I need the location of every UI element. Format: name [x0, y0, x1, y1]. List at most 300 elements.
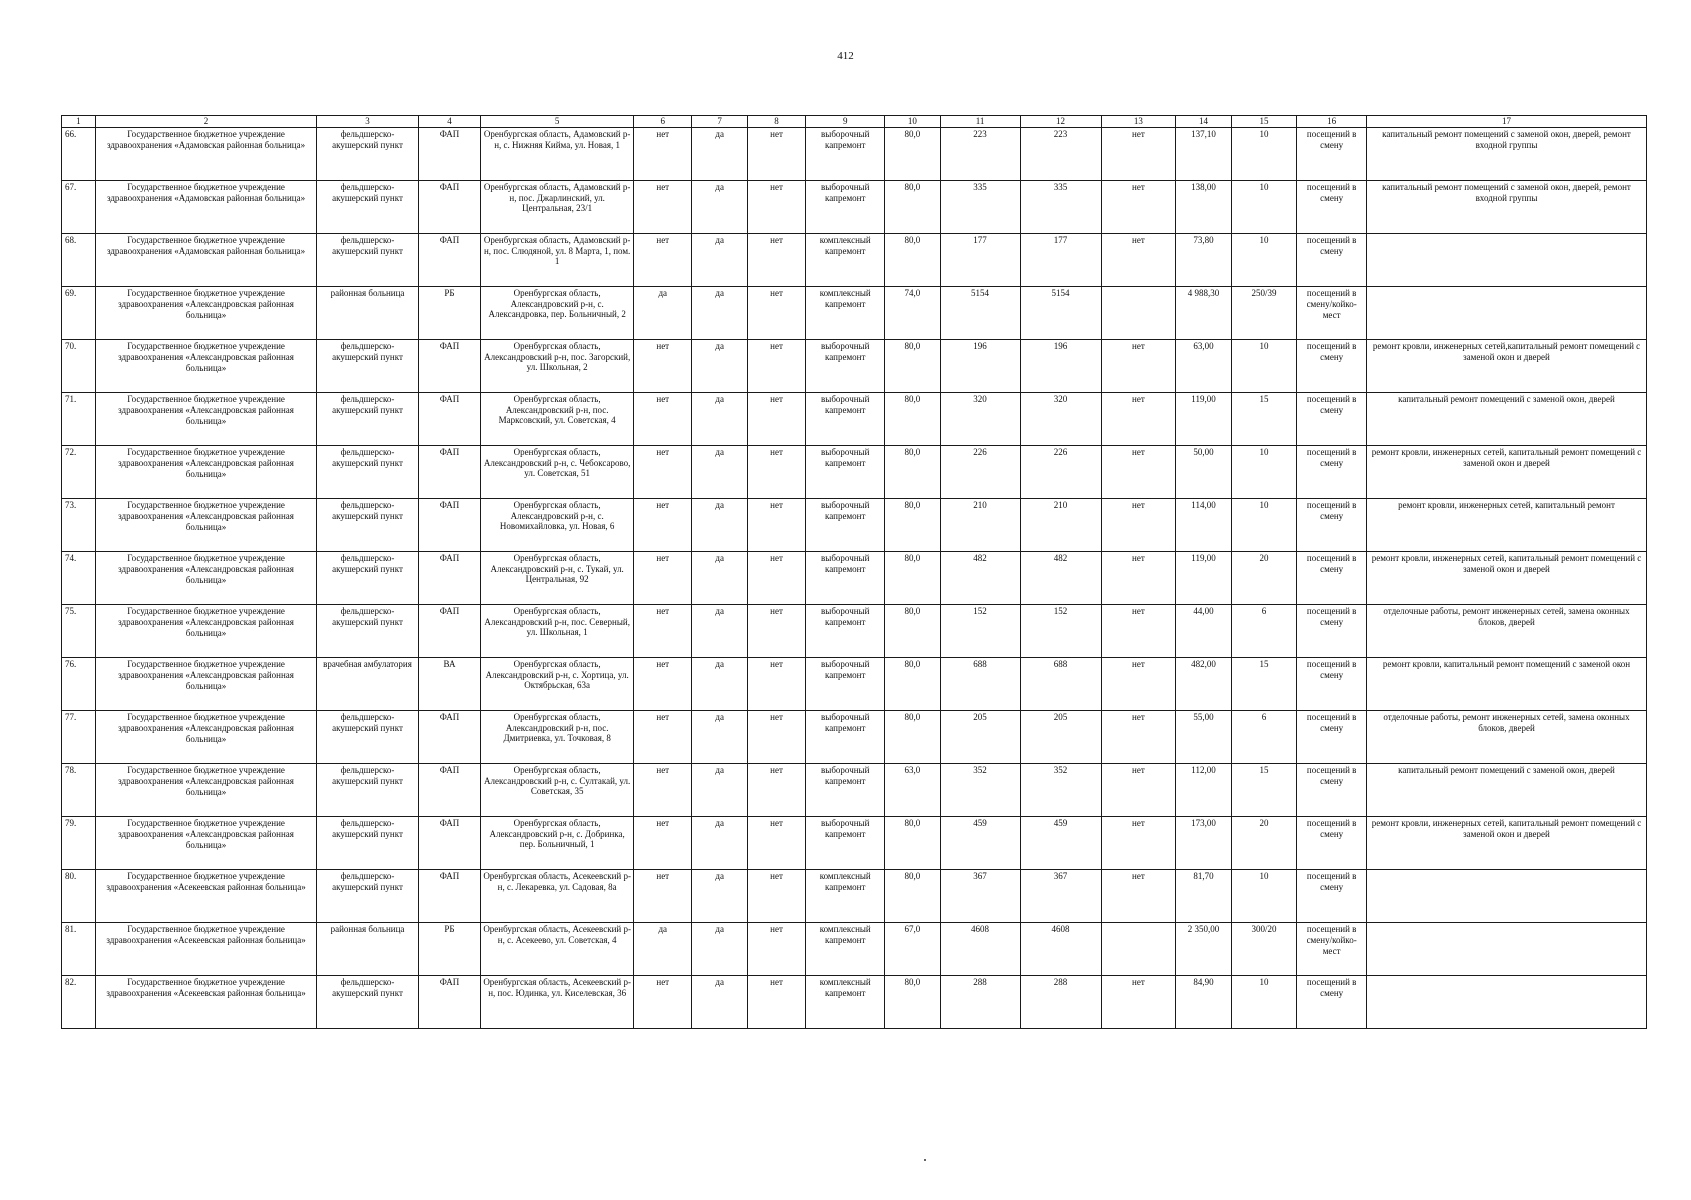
- works-description: [1367, 234, 1647, 287]
- capacity-value: 300/20: [1231, 923, 1297, 976]
- col13-flag: нет: [1101, 340, 1176, 393]
- col13-flag: [1101, 287, 1176, 340]
- row-number: 66.: [62, 128, 96, 181]
- capacity-unit: посещений в смену/койко-мест: [1297, 287, 1367, 340]
- facility-type: фельдшерско-акушерский пункт: [317, 817, 418, 870]
- capacity-unit: посещений в смену: [1297, 976, 1367, 1029]
- address: Оренбургская область, Асекеевский р-н, с. Асекеево, ул. Советская, 4: [481, 923, 634, 976]
- area-value: 688: [940, 658, 1020, 711]
- area-value-2: 367: [1020, 870, 1101, 923]
- scan-speck: [924, 1159, 926, 1161]
- table-row: [62, 923, 1647, 976]
- col6-flag: нет: [634, 870, 692, 923]
- capacity-unit: посещений в смену: [1297, 658, 1367, 711]
- col6-flag: нет: [634, 817, 692, 870]
- institution-name: Государственное бюджетное учреждение здравоохранения «Александровская районная больница»: [95, 446, 316, 499]
- col13-flag: нет: [1101, 658, 1176, 711]
- area-value-2: 210: [1020, 499, 1101, 552]
- facility-abbr: ФАП: [418, 446, 481, 499]
- col7-flag: да: [692, 870, 747, 923]
- facility-type: фельдшерско-акушерский пункт: [317, 446, 418, 499]
- table-row: [62, 605, 1647, 658]
- repair-type: выборочный капремонт: [806, 552, 885, 605]
- column-header-6: 6: [634, 116, 692, 128]
- row-number: 77.: [62, 711, 96, 764]
- table-row: [62, 552, 1647, 605]
- area-value: 482: [940, 552, 1020, 605]
- col13-flag: [1101, 923, 1176, 976]
- facility-abbr: ФАП: [418, 817, 481, 870]
- repair-type: комплексный капремонт: [806, 976, 885, 1029]
- capacity-unit: посещений в смену: [1297, 870, 1367, 923]
- column-header-16: 16: [1297, 116, 1367, 128]
- header-row: [62, 116, 1647, 128]
- row-number: 70.: [62, 340, 96, 393]
- wear-percent: 80,0: [885, 181, 940, 234]
- cost-value: 44,00: [1176, 605, 1231, 658]
- col6-flag: нет: [634, 658, 692, 711]
- works-description: ремонт кровли, инженерных сетей, капитальный ремонт: [1367, 499, 1647, 552]
- area-value-2: 352: [1020, 764, 1101, 817]
- area-value: 205: [940, 711, 1020, 764]
- institution-name: Государственное бюджетное учреждение здравоохранения «Асекеевская районная больница»: [95, 923, 316, 976]
- column-header-13: 13: [1101, 116, 1176, 128]
- wear-percent: 74,0: [885, 287, 940, 340]
- capacity-value: 10: [1231, 181, 1297, 234]
- works-description: капитальный ремонт помещений с заменой окон, дверей, ремонт входной группы: [1367, 128, 1647, 181]
- table-row: [62, 976, 1647, 1029]
- cost-value: 81,70: [1176, 870, 1231, 923]
- table-row: [62, 128, 1647, 181]
- works-description: ремонт кровли, инженерных сетей, капитальный ремонт помещений с заменой окон и дверей: [1367, 817, 1647, 870]
- repair-type: выборочный капремонт: [806, 605, 885, 658]
- wear-percent: 80,0: [885, 552, 940, 605]
- table-row: [62, 658, 1647, 711]
- column-header-8: 8: [747, 116, 805, 128]
- works-description: ремонт кровли, инженерных сетей,капитальный ремонт помещений с заменой окон и дверей: [1367, 340, 1647, 393]
- table-row: [62, 499, 1647, 552]
- cost-value: 137,10: [1176, 128, 1231, 181]
- institution-name: Государственное бюджетное учреждение здравоохранения «Александровская районная больница»: [95, 658, 316, 711]
- col6-flag: нет: [634, 181, 692, 234]
- col13-flag: нет: [1101, 234, 1176, 287]
- capacity-value: 20: [1231, 817, 1297, 870]
- col8-flag: нет: [747, 870, 805, 923]
- facilities-table-wrapper: [61, 115, 1647, 1029]
- col6-flag: нет: [634, 128, 692, 181]
- facility-abbr: ФАП: [418, 340, 481, 393]
- column-header-9: 9: [806, 116, 885, 128]
- col8-flag: нет: [747, 711, 805, 764]
- col6-flag: нет: [634, 605, 692, 658]
- capacity-unit: посещений в смену: [1297, 499, 1367, 552]
- col13-flag: нет: [1101, 499, 1176, 552]
- col6-flag: нет: [634, 552, 692, 605]
- institution-name: Государственное бюджетное учреждение здравоохранения «Александровская районная больница»: [95, 764, 316, 817]
- row-number: 80.: [62, 870, 96, 923]
- table-row: [62, 181, 1647, 234]
- capacity-value: 15: [1231, 658, 1297, 711]
- capacity-value: 6: [1231, 605, 1297, 658]
- column-header-12: 12: [1020, 116, 1101, 128]
- col13-flag: нет: [1101, 181, 1176, 234]
- institution-name: Государственное бюджетное учреждение здравоохранения «Адамовская районная больница»: [95, 181, 316, 234]
- col13-flag: нет: [1101, 605, 1176, 658]
- capacity-value: 10: [1231, 340, 1297, 393]
- facility-type: фельдшерско-акушерский пункт: [317, 764, 418, 817]
- area-value-2: 459: [1020, 817, 1101, 870]
- works-description: [1367, 870, 1647, 923]
- address: Оренбургская область, Александровский р-н, пос. Марксовский, ул. Советская, 4: [481, 393, 634, 446]
- capacity-value: 250/39: [1231, 287, 1297, 340]
- address: Оренбургская область, Александровский р-н, пос. Загорский, ул. Школьная, 2: [481, 340, 634, 393]
- table-header: [62, 116, 1647, 128]
- col7-flag: да: [692, 128, 747, 181]
- row-number: 67.: [62, 181, 96, 234]
- repair-type: выборочный капремонт: [806, 128, 885, 181]
- col8-flag: нет: [747, 340, 805, 393]
- area-value-2: 320: [1020, 393, 1101, 446]
- repair-type: комплексный капремонт: [806, 870, 885, 923]
- area-value: 367: [940, 870, 1020, 923]
- col6-flag: нет: [634, 234, 692, 287]
- capacity-value: 15: [1231, 393, 1297, 446]
- wear-percent: 80,0: [885, 340, 940, 393]
- col6-flag: нет: [634, 446, 692, 499]
- address: Оренбургская область, Александровский р-н, пос. Дмитриевка, ул. Точковая, 8: [481, 711, 634, 764]
- capacity-value: 10: [1231, 446, 1297, 499]
- area-value-2: 335: [1020, 181, 1101, 234]
- row-number: 68.: [62, 234, 96, 287]
- column-header-4: 4: [418, 116, 481, 128]
- row-number: 74.: [62, 552, 96, 605]
- works-description: [1367, 976, 1647, 1029]
- capacity-value: 10: [1231, 499, 1297, 552]
- area-value-2: 152: [1020, 605, 1101, 658]
- column-header-10: 10: [885, 116, 940, 128]
- facility-type: фельдшерско-акушерский пункт: [317, 552, 418, 605]
- col7-flag: да: [692, 393, 747, 446]
- wear-percent: 80,0: [885, 870, 940, 923]
- cost-value: 173,00: [1176, 817, 1231, 870]
- row-number: 78.: [62, 764, 96, 817]
- column-header-17: 17: [1367, 116, 1647, 128]
- institution-name: Государственное бюджетное учреждение здравоохранения «Александровская районная больница»: [95, 499, 316, 552]
- capacity-unit: посещений в смену: [1297, 181, 1367, 234]
- works-description: ремонт кровли, инженерных сетей, капитальный ремонт помещений с заменой окон и дверей: [1367, 446, 1647, 499]
- col7-flag: да: [692, 552, 747, 605]
- capacity-unit: посещений в смену: [1297, 817, 1367, 870]
- repair-type: выборочный капремонт: [806, 393, 885, 446]
- facilities-table: [61, 115, 1647, 1029]
- facility-type: врачебная амбулатория: [317, 658, 418, 711]
- area-value: 320: [940, 393, 1020, 446]
- facility-type: фельдшерско-акушерский пункт: [317, 128, 418, 181]
- facility-abbr: ФАП: [418, 128, 481, 181]
- facility-type: фельдшерско-акушерский пункт: [317, 340, 418, 393]
- column-header-3: 3: [317, 116, 418, 128]
- cost-value: 482,00: [1176, 658, 1231, 711]
- facility-abbr: ФАП: [418, 552, 481, 605]
- row-number: 73.: [62, 499, 96, 552]
- col7-flag: да: [692, 764, 747, 817]
- capacity-value: 20: [1231, 552, 1297, 605]
- col13-flag: нет: [1101, 870, 1176, 923]
- wear-percent: 80,0: [885, 658, 940, 711]
- area-value-2: 688: [1020, 658, 1101, 711]
- capacity-unit: посещений в смену: [1297, 393, 1367, 446]
- area-value: 288: [940, 976, 1020, 1029]
- area-value-2: 4608: [1020, 923, 1101, 976]
- area-value: 196: [940, 340, 1020, 393]
- institution-name: Государственное бюджетное учреждение здравоохранения «Адамовская районная больница»: [95, 234, 316, 287]
- column-header-11: 11: [940, 116, 1020, 128]
- facility-abbr: ФАП: [418, 764, 481, 817]
- area-value: 4608: [940, 923, 1020, 976]
- institution-name: Государственное бюджетное учреждение здравоохранения «Адамовская районная больница»: [95, 128, 316, 181]
- col7-flag: да: [692, 817, 747, 870]
- facility-type: фельдшерско-акушерский пункт: [317, 976, 418, 1029]
- col7-flag: да: [692, 658, 747, 711]
- facility-type: районная больница: [317, 287, 418, 340]
- col6-flag: да: [634, 923, 692, 976]
- col8-flag: нет: [747, 234, 805, 287]
- facility-type: районная больница: [317, 923, 418, 976]
- facility-abbr: ФАП: [418, 976, 481, 1029]
- facility-abbr: РБ: [418, 287, 481, 340]
- facility-type: фельдшерско-акушерский пункт: [317, 870, 418, 923]
- capacity-value: 10: [1231, 870, 1297, 923]
- capacity-value: 15: [1231, 764, 1297, 817]
- facility-abbr: РБ: [418, 923, 481, 976]
- repair-type: выборочный капремонт: [806, 499, 885, 552]
- area-value-2: 177: [1020, 234, 1101, 287]
- capacity-unit: посещений в смену: [1297, 446, 1367, 499]
- capacity-unit: посещений в смену: [1297, 552, 1367, 605]
- facility-abbr: ФАП: [418, 181, 481, 234]
- table-row: [62, 446, 1647, 499]
- row-number: 76.: [62, 658, 96, 711]
- capacity-value: 10: [1231, 128, 1297, 181]
- col7-flag: да: [692, 181, 747, 234]
- col6-flag: нет: [634, 393, 692, 446]
- col7-flag: да: [692, 976, 747, 1029]
- area-value-2: 5154: [1020, 287, 1101, 340]
- repair-type: комплексный капремонт: [806, 923, 885, 976]
- repair-type: выборочный капремонт: [806, 711, 885, 764]
- table-row: [62, 764, 1647, 817]
- col13-flag: нет: [1101, 393, 1176, 446]
- area-value-2: 288: [1020, 976, 1101, 1029]
- area-value-2: 223: [1020, 128, 1101, 181]
- repair-type: выборочный капремонт: [806, 446, 885, 499]
- col13-flag: нет: [1101, 128, 1176, 181]
- repair-type: комплексный капремонт: [806, 287, 885, 340]
- area-value-2: 482: [1020, 552, 1101, 605]
- repair-type: выборочный капремонт: [806, 181, 885, 234]
- address: Оренбургская область, Александровский р-н, пос. Северный, ул. Школьная, 1: [481, 605, 634, 658]
- works-description: [1367, 287, 1647, 340]
- col7-flag: да: [692, 446, 747, 499]
- col8-flag: нет: [747, 658, 805, 711]
- address: Оренбургская область, Адамовский р-н, с. Нижняя Кийма, ул. Новая, 1: [481, 128, 634, 181]
- institution-name: Государственное бюджетное учреждение здравоохранения «Александровская районная больница»: [95, 287, 316, 340]
- cost-value: 84,90: [1176, 976, 1231, 1029]
- row-number: 69.: [62, 287, 96, 340]
- row-number: 72.: [62, 446, 96, 499]
- col6-flag: нет: [634, 764, 692, 817]
- col8-flag: нет: [747, 446, 805, 499]
- row-number: 71.: [62, 393, 96, 446]
- col6-flag: нет: [634, 711, 692, 764]
- facility-abbr: ФАП: [418, 605, 481, 658]
- capacity-value: 10: [1231, 976, 1297, 1029]
- capacity-value: 6: [1231, 711, 1297, 764]
- wear-percent: 67,0: [885, 923, 940, 976]
- col7-flag: да: [692, 711, 747, 764]
- institution-name: Государственное бюджетное учреждение здравоохранения «Александровская районная больница»: [95, 817, 316, 870]
- col13-flag: нет: [1101, 817, 1176, 870]
- col13-flag: нет: [1101, 446, 1176, 499]
- cost-value: 112,00: [1176, 764, 1231, 817]
- wear-percent: 80,0: [885, 393, 940, 446]
- column-header-5: 5: [481, 116, 634, 128]
- area-value: 459: [940, 817, 1020, 870]
- repair-type: выборочный капремонт: [806, 764, 885, 817]
- col7-flag: да: [692, 287, 747, 340]
- col8-flag: нет: [747, 552, 805, 605]
- works-description: капитальный ремонт помещений с заменой окон, дверей: [1367, 393, 1647, 446]
- works-description: капитальный ремонт помещений с заменой окон, дверей: [1367, 764, 1647, 817]
- col8-flag: нет: [747, 499, 805, 552]
- table-row: [62, 711, 1647, 764]
- area-value-2: 205: [1020, 711, 1101, 764]
- institution-name: Государственное бюджетное учреждение здравоохранения «Александровская районная больница»: [95, 340, 316, 393]
- facility-abbr: ФАП: [418, 234, 481, 287]
- institution-name: Государственное бюджетное учреждение здравоохранения «Асекеевская районная больница»: [95, 976, 316, 1029]
- col8-flag: нет: [747, 181, 805, 234]
- col6-flag: да: [634, 287, 692, 340]
- col6-flag: нет: [634, 499, 692, 552]
- table-row: [62, 870, 1647, 923]
- facility-abbr: ФАП: [418, 393, 481, 446]
- col8-flag: нет: [747, 923, 805, 976]
- facility-type: фельдшерско-акушерский пункт: [317, 181, 418, 234]
- column-header-7: 7: [692, 116, 747, 128]
- area-value: 210: [940, 499, 1020, 552]
- facility-abbr: ФАП: [418, 870, 481, 923]
- table-body: [62, 128, 1647, 1029]
- col8-flag: нет: [747, 287, 805, 340]
- address: Оренбургская область, Александровский р-н, с. Чебоксарово, ул. Советская, 51: [481, 446, 634, 499]
- address: Оренбургская область, Александровский р-н, с. Александровка, пер. Больничный, 2: [481, 287, 634, 340]
- cost-value: 73,80: [1176, 234, 1231, 287]
- area-value: 352: [940, 764, 1020, 817]
- facility-type: фельдшерско-акушерский пункт: [317, 234, 418, 287]
- area-value: 152: [940, 605, 1020, 658]
- row-number: 82.: [62, 976, 96, 1029]
- column-header-2: 2: [95, 116, 316, 128]
- col8-flag: нет: [747, 817, 805, 870]
- works-description: капитальный ремонт помещений с заменой окон, дверей, ремонт входной группы: [1367, 181, 1647, 234]
- facility-type: фельдшерско-акушерский пункт: [317, 393, 418, 446]
- institution-name: Государственное бюджетное учреждение здравоохранения «Александровская районная больница»: [95, 552, 316, 605]
- wear-percent: 80,0: [885, 976, 940, 1029]
- cost-value: 4 988,30: [1176, 287, 1231, 340]
- row-number: 75.: [62, 605, 96, 658]
- repair-type: выборочный капремонт: [806, 340, 885, 393]
- institution-name: Государственное бюджетное учреждение здравоохранения «Александровская районная больница»: [95, 711, 316, 764]
- column-header-15: 15: [1231, 116, 1297, 128]
- address: Оренбургская область, Адамовский р-н, пос. Слюдяной, ул. 8 Марта, 1, пом. 1: [481, 234, 634, 287]
- wear-percent: 80,0: [885, 234, 940, 287]
- repair-type: выборочный капремонт: [806, 817, 885, 870]
- row-number: 81.: [62, 923, 96, 976]
- address: Оренбургская область, Александровский р-н, с. Хортица, ул. Октябрьская, 63а: [481, 658, 634, 711]
- area-value: 223: [940, 128, 1020, 181]
- works-description: ремонт кровли, инженерных сетей, капитальный ремонт помещений с заменой окон и дверей: [1367, 552, 1647, 605]
- institution-name: Государственное бюджетное учреждение здравоохранения «Александровская районная больница»: [95, 393, 316, 446]
- column-header-14: 14: [1176, 116, 1231, 128]
- institution-name: Государственное бюджетное учреждение здравоохранения «Асекеевская районная больница»: [95, 870, 316, 923]
- works-description: [1367, 923, 1647, 976]
- col13-flag: нет: [1101, 764, 1176, 817]
- col8-flag: нет: [747, 605, 805, 658]
- capacity-unit: посещений в смену: [1297, 340, 1367, 393]
- area-value-2: 196: [1020, 340, 1101, 393]
- area-value-2: 226: [1020, 446, 1101, 499]
- col7-flag: да: [692, 340, 747, 393]
- cost-value: 2 350,00: [1176, 923, 1231, 976]
- address: Оренбургская область, Асекеевский р-н, с. Лекаревка, ул. Садовая, 8а: [481, 870, 634, 923]
- capacity-value: 10: [1231, 234, 1297, 287]
- column-header-1: 1: [62, 116, 96, 128]
- capacity-unit: посещений в смену: [1297, 764, 1367, 817]
- area-value: 5154: [940, 287, 1020, 340]
- wear-percent: 80,0: [885, 817, 940, 870]
- address: Оренбургская область, Александровский р-н, с. Новомихайловка, ул. Новая, 6: [481, 499, 634, 552]
- capacity-unit: посещений в смену: [1297, 128, 1367, 181]
- cost-value: 114,00: [1176, 499, 1231, 552]
- cost-value: 63,00: [1176, 340, 1231, 393]
- table-row: [62, 234, 1647, 287]
- works-description: ремонт кровли, капитальный ремонт помещений с заменой окон: [1367, 658, 1647, 711]
- facility-type: фельдшерско-акушерский пункт: [317, 711, 418, 764]
- facility-type: фельдшерско-акушерский пункт: [317, 499, 418, 552]
- capacity-unit: посещений в смену: [1297, 234, 1367, 287]
- table-row: [62, 393, 1647, 446]
- cost-value: 119,00: [1176, 552, 1231, 605]
- facility-type: фельдшерско-акушерский пункт: [317, 605, 418, 658]
- table-row: [62, 287, 1647, 340]
- repair-type: комплексный капремонт: [806, 234, 885, 287]
- capacity-unit: посещений в смену: [1297, 605, 1367, 658]
- col8-flag: нет: [747, 393, 805, 446]
- table-row: [62, 817, 1647, 870]
- address: Оренбургская область, Асекеевский р-н, пос. Юдинка, ул. Киселевская, 36: [481, 976, 634, 1029]
- wear-percent: 80,0: [885, 605, 940, 658]
- address: Оренбургская область, Александровский р-н, с. Тукай, ул. Центральная, 92: [481, 552, 634, 605]
- area-value: 177: [940, 234, 1020, 287]
- col7-flag: да: [692, 234, 747, 287]
- address: Оренбургская область, Адамовский р-н, пос. Джарлинский, ул. Центральная, 23/1: [481, 181, 634, 234]
- works-description: отделочные работы, ремонт инженерных сетей, замена оконных блоков, дверей: [1367, 605, 1647, 658]
- col8-flag: нет: [747, 764, 805, 817]
- col13-flag: нет: [1101, 976, 1176, 1029]
- institution-name: Государственное бюджетное учреждение здравоохранения «Александровская районная больница»: [95, 605, 316, 658]
- wear-percent: 80,0: [885, 499, 940, 552]
- address: Оренбургская область, Александровский р-н, с. Султакай, ул. Советская, 35: [481, 764, 634, 817]
